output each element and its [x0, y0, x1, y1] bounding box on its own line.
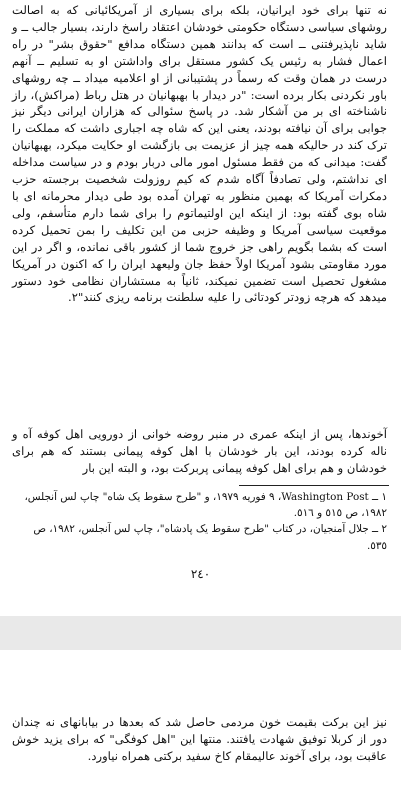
- page-gap: [0, 616, 401, 650]
- footnotes: [12, 489, 387, 554]
- body-paragraph-2: آخوندها، پس از اینکه عمری در منبر روضه خوانی از دورویی اهل کوفه آه و ناله کرده بودند، این بار خودشان با اهل کوفه پیمانی بستند که هم برای خودشان و هم برای اهل کوفه پیمانی پربرکت بود، و البته این بار: [12, 427, 387, 475]
- body-paragraph-1: نه تنها برای خود ایرانیان، بلکه برای بسیاری از آمریکائیانی که به اصالت روشهای سیاسی دستگاه حکومتی خودشان اعتقاد راسخ دارند، بسیار جالب ــ و شاید ناپذیرفتنی ــ است که بدانند همین دستگاه مدافع "حقوق بشر" در راه اعمال فشار به رئیس یک کشور مستقل برای واداشتن او به تسلیم ــ آنهم درست در همان وقت که رسماً در پشتیبانی از او اعلامیه میداد ــ چه روشهای باور نکردنی بکار برده است: "در دیدار با بهبهانیان در هتل رباط (مراکش)، راز ناشناخته ای بر من آشکار شد. در پاسخ سئوالی که هزاران ایرانی دیگر نیز جوابی برای آن نیافته بودند، یعنی این که شاه چه اجباری داشت که مملکت را ترک کند در حالیکه همه چیز از عزیمت بی بازگشت او حکایت میکرد، بهبهانیان گفت: میدانی که من فقط مسئول امور مالی دربار بودم و در سیاست مداخله ای نداشتم، ولی تصادفاً آگاه شدم که کیم روزولت شخصیت برجسته حزب دمکرات آمریکا که بهمین منظور به تهران آمده بود طی دیدار محرمانه ای با شاه بوی گفته بود: از اینکه این اولتیماتوم را برای شما دارم متأسفم، ولی موقعیت سیاسی آمریکا و وظیفه حزبی من این تکلیف را بمن تحمیل کرده است که بشما بگویم راهی جز خروج شما از کشور باقی نمانده، و اگر در این مورد مقاومتی بشود آمریکا اولاً حفظ جان ولیعهد ایران را که اکنون در آمریکا مشغول تحصیل است تضمین نمیکند، ثانیاً به مستشاران نظامی خود دستور میدهد که هرچه زودتر کودتائی را علیه سلطنت برنامه ریزی کنند"٢.: [12, 3, 387, 305]
- body-paragraph-3: نیز این برکت بقیمت خون مردمی حاصل شد که بعدها در بیابانهای نه چندان دور از کربلا توفیق شهادت یافتند. منتها این "اهل کوفگی" که برای یزید خوش عاقبت بود، برای آخوند عالیمقام کاخ سفید برکتی همراه نیاورد.: [12, 715, 387, 763]
- footnote-1: ١ ــ Washington Post، ٩ فوریه ١٩٧٩، و "طرح سقوط یک شاه" چاپ لس آنجلس، ١٩٨٢، ص ٥١٥ و ٥١٦.: [24, 491, 387, 520]
- footnote-divider: [239, 485, 389, 486]
- page-number: ٢٤٠: [190, 567, 211, 581]
- footnote-2: ٢ ــ جلال آمنجیان، در کتاب "طرح سقوط یک پادشاه"، چاپ لس آنجلس، ١٩٨٢، ص ٥٣٥.: [33, 523, 387, 552]
